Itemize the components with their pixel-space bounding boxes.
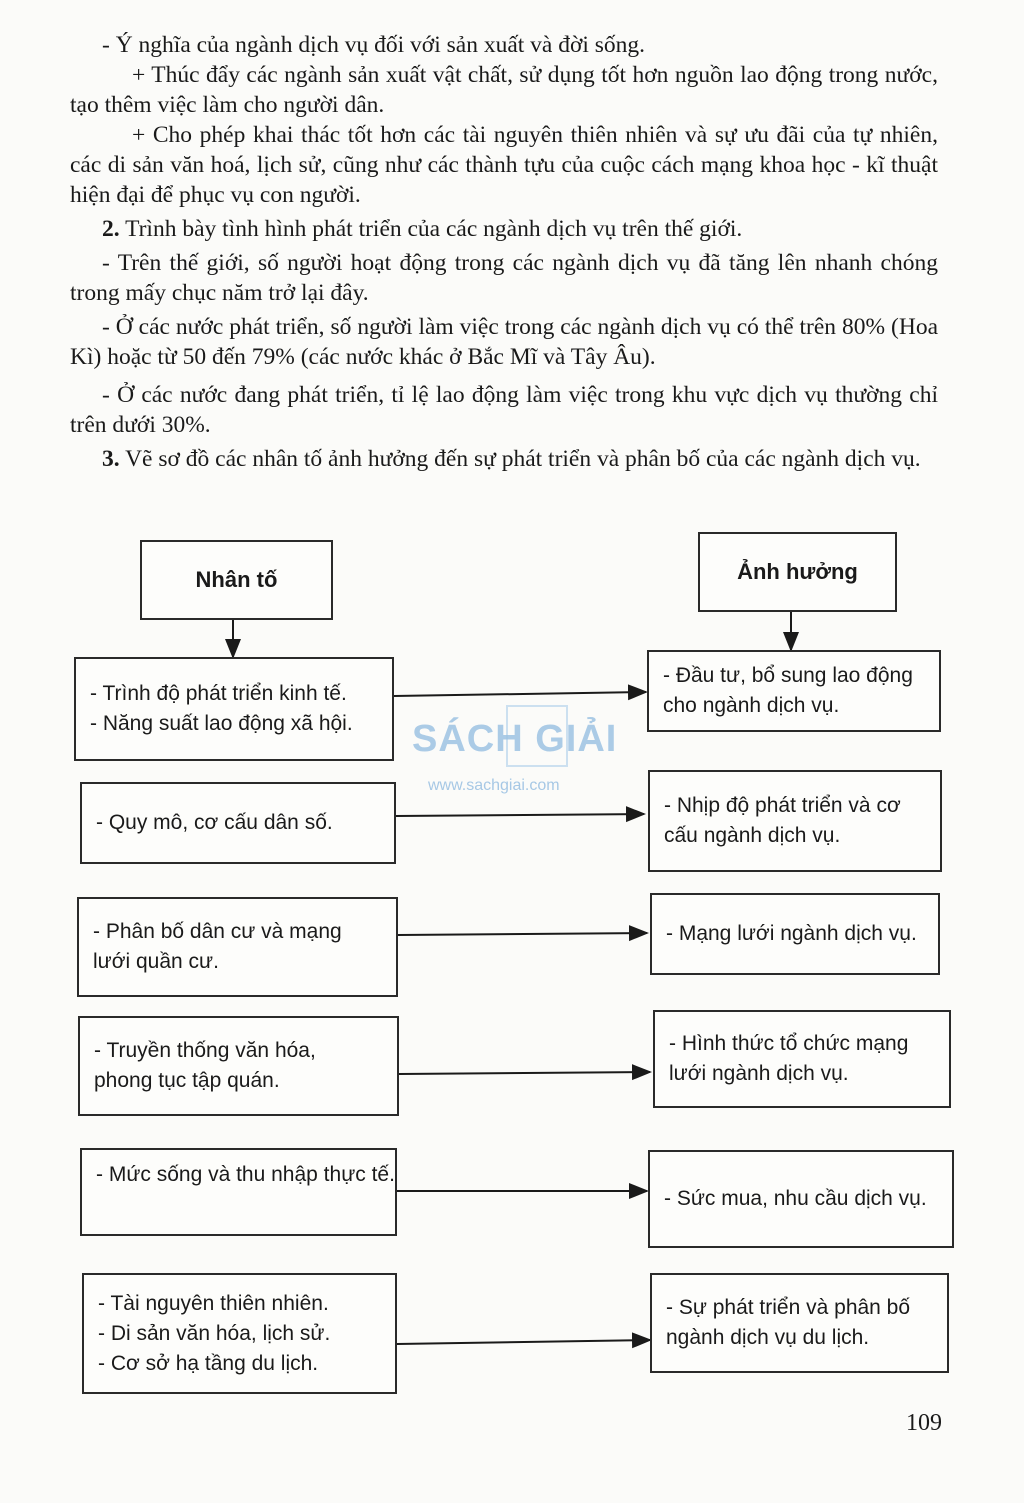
paragraph-meaning: - Ý nghĩa của ngành dịch vụ đối với sản xuất và đời sống. — [102, 32, 646, 58]
factor-box — [80, 782, 396, 864]
question-3-number: 3. — [102, 446, 120, 472]
effect-line: - Sức mua, nhu cầu dịch vụ. — [664, 1187, 927, 1210]
paragraph-developing: - Ở các nước đang phát triển, tỉ lệ lao động làm việc trong khu vực dịch vụ thường chỉ trên dưới 30%. — [70, 382, 938, 438]
watermark-url: www.sachgiai.com — [428, 777, 560, 794]
effect-box — [653, 1010, 951, 1108]
factor-line: - Quy mô, cơ cấu dân số. — [96, 811, 333, 834]
left-header-box — [140, 540, 333, 620]
arrow-row-3 — [398, 933, 647, 935]
question-2-text: Trình bày tình hình phát triển của các ngành dịch vụ trên thế giới. — [125, 216, 743, 242]
paragraph-meaning-point-2: + Cho phép khai thác tốt hơn các tài nguyên thiên nhiên và sự ưu đãi của tự nhiên, các di sản văn hoá, lịch sử, cũng như các thành tựu của cuộc cách mạng khoa học - kĩ thuật hiện đại để phục vụ con người. — [70, 122, 938, 208]
effect-box — [648, 770, 942, 872]
effect-box — [650, 893, 940, 975]
effect-line: cấu ngành dịch vụ. — [664, 824, 841, 847]
factor-line: - Di sản văn hóa, lịch sử. — [98, 1321, 331, 1345]
effect-line: - Hình thức tổ chức mạng — [669, 1032, 909, 1055]
left-header-label: Nhân tố — [195, 567, 278, 592]
effect-box — [650, 1273, 949, 1373]
factor-box — [82, 1273, 397, 1394]
factor-line: - Trình độ phát triển kinh tế. — [90, 682, 347, 705]
paragraph-world: - Trên thế giới, số người hoạt động trong các ngành dịch vụ đã tăng lên nhanh chóng trong mấy chục năm trở lại đây. — [70, 250, 938, 306]
question-3-text: Vẽ sơ đồ các nhân tố ảnh hưởng đến sự phát triển và phân bố của các ngành dịch vụ. — [125, 446, 921, 472]
watermark-logo: SÁCH GIẢI — [412, 718, 618, 760]
factor-line: - Cơ sở hạ tầng du lịch. — [98, 1351, 319, 1375]
right-header-box — [698, 532, 897, 612]
arrow-row-6 — [397, 1340, 650, 1344]
paragraph-developed: - Ở các nước phát triển, số người làm việc trong các ngành dịch vụ có thể trên 80% (Hoa Kì) hoặc từ 50 đến 79% (các nước khác ở Bắc Mĩ và Tây Âu). — [70, 314, 938, 370]
factor-line: - Mức sống và thu nhập thực tế. — [96, 1163, 395, 1186]
arrow-row-1 — [394, 692, 646, 696]
effect-line: lưới ngành dịch vụ. — [669, 1062, 849, 1085]
question-2-number: 2. — [102, 216, 120, 242]
effect-line: - Nhịp độ phát triển và cơ — [664, 794, 901, 817]
effect-line: ngành dịch vụ du lịch. — [666, 1326, 870, 1349]
arrow-row-2 — [396, 814, 644, 816]
arrow-row-4 — [399, 1072, 650, 1074]
paragraph-meaning-point-1: + Thúc đẩy các ngành sản xuất vật chất, sử dụng tốt hơn nguồn lao động trong nước, tạo thêm việc làm cho người dân. — [70, 62, 938, 118]
effect-line: - Mạng lưới ngành dịch vụ. — [666, 922, 917, 945]
effect-box — [647, 650, 941, 732]
page-number: 109 — [906, 1410, 942, 1436]
factor-line: - Phân bố dân cư và mạng — [93, 920, 342, 943]
factor-box — [77, 897, 398, 997]
effect-line: - Đầu tư, bổ sung lao động — [663, 664, 913, 687]
factor-line: - Truyền thống văn hóa, — [94, 1039, 316, 1062]
effect-line: cho ngành dịch vụ. — [663, 694, 840, 717]
factor-box — [74, 657, 394, 761]
effect-box — [648, 1150, 954, 1248]
right-header-label: Ảnh hưởng — [737, 559, 858, 584]
factor-box — [80, 1148, 397, 1236]
factor-line: phong tục tập quán. — [94, 1069, 280, 1092]
factor-box — [78, 1016, 399, 1116]
factor-line: lưới quần cư. — [93, 950, 219, 973]
factor-line: - Tài nguyên thiên nhiên. — [98, 1291, 329, 1315]
factor-line: - Năng suất lao động xã hội. — [90, 712, 353, 735]
effect-line: - Sự phát triển và phân bố — [666, 1296, 911, 1319]
